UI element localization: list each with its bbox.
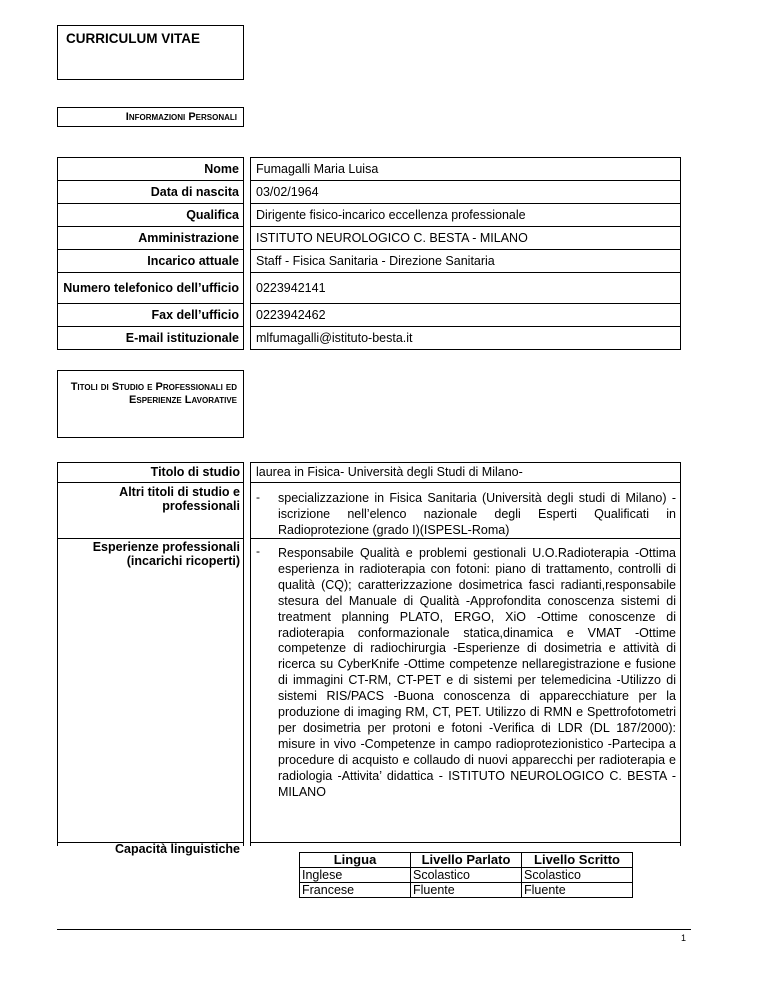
label-email: E-mail istituzionale bbox=[57, 327, 244, 350]
divider bbox=[250, 842, 681, 843]
footer-divider bbox=[57, 929, 691, 930]
value-esperienze: Responsabile Qualità e problemi gestionali U.O.Radioterapia -Ottima esperienza in radioterapia con fotoni: piano di trattamento, controlli di qualità (CQ); caratterizzazione dosimetrica fasci radianti,responsabile stesura del Manuale di Qualità -Approfondita conoscenza sistemi di treatment planning PLATO, ERGO, XiO -Ottime conoscenze di radioterapia conformazionale statica,dinamica e VMAT -Ottime competenze di radiochirurgia -Esperienze di dosimetria e attività di ricerca su CyberKnife -Ottime competenze nellaregistrazione e fusione di immagini CT-RM, CT-PET e di sistemi per telemedicina -Utilizzo di sistemi RIS/PACS -Buona conoscenza di apparecchiature per la produzione di imaging RM, CT, PET. Utilizzo di RMN e Spettrofotometri per dosimetria per protoni e fotoni -Verifica di LDR (DL 187/2000): misure in vivo -Competenze in campo radioprotezionistico -Partecipa a procedure di acquisto e collaudo di nuovi apparecchi per radioterapia e radiologia -Attivita’ didattica - ISTITUTO NEUROLOGICO C. BESTA - MILANO bbox=[278, 546, 676, 799]
value-qualifica: Dirigente fisico-incarico eccellenza professionale bbox=[250, 204, 681, 227]
value-altri-titoli: specializzazione in Fisica Sanitaria (Università degli studi di Milano) - iscrizione nell’elenco nazionale degli Esperti Qualificati in Radioprotezione (grado I)(ISPESL-Roma) bbox=[278, 491, 676, 537]
label-fax: Fax dell’ufficio bbox=[57, 304, 244, 327]
section-personal-label: Informazioni Personali bbox=[125, 111, 237, 123]
section-titoli bbox=[57, 370, 244, 438]
table-row bbox=[300, 868, 633, 883]
label-altri-titoli: Altri titoli di studio e professionali bbox=[119, 485, 240, 513]
table-cell: Scolastico bbox=[411, 868, 522, 883]
value-email: mlfumagalli@istituto-besta.it bbox=[250, 327, 681, 350]
section-titoli-label: Titoli di Studio e Professionali ed Esperienze Lavorative bbox=[70, 381, 237, 406]
divider bbox=[57, 482, 244, 483]
cv-title: CURRICULUM VITAE bbox=[57, 25, 244, 80]
table-header: Lingua bbox=[300, 853, 411, 868]
label-titolo-studio: Titolo di studio bbox=[150, 465, 240, 479]
table-cell: Fluente bbox=[411, 883, 522, 898]
label-amministrazione: Amministrazione bbox=[57, 227, 244, 250]
label-qualifica: Qualifica bbox=[57, 204, 244, 227]
divider bbox=[57, 538, 244, 539]
table-row bbox=[300, 883, 633, 898]
value-fax: 0223942462 bbox=[250, 304, 681, 327]
table-cell: Francese bbox=[300, 883, 411, 898]
value-amministrazione: ISTITUTO NEUROLOGICO C. BESTA - MILANO bbox=[250, 227, 681, 250]
education-label-column bbox=[57, 462, 244, 846]
label-telefono: Numero telefonico dell’ufficio bbox=[57, 273, 244, 304]
label-incarico: Incarico attuale bbox=[57, 250, 244, 273]
table-cell: Fluente bbox=[522, 883, 633, 898]
label-esperienze: Esperienze professionali (incarichi ricoperti) bbox=[92, 540, 240, 568]
languages-table bbox=[299, 852, 633, 898]
value-telefono: 0223942141 bbox=[250, 273, 681, 304]
page-number: 1 bbox=[681, 933, 687, 943]
label-lingue: Capacità linguistiche bbox=[114, 842, 240, 856]
bullet: - bbox=[256, 544, 260, 558]
divider bbox=[250, 482, 681, 483]
value-data-nascita: 03/02/1964 bbox=[250, 181, 681, 204]
table-header: Livello Scritto bbox=[522, 853, 633, 868]
section-personal-info bbox=[57, 107, 244, 127]
table-cell: Inglese bbox=[300, 868, 411, 883]
value-titolo-studio: laurea in Fisica- Università degli Studi di Milano- bbox=[256, 465, 523, 479]
value-incarico: Staff - Fisica Sanitaria - Direzione Sanitaria bbox=[250, 250, 681, 273]
value-nome: Fumagalli Maria Luisa bbox=[250, 157, 681, 181]
label-data-nascita: Data di nascita bbox=[57, 181, 244, 204]
table-header-row bbox=[300, 853, 633, 868]
table-cell: Scolastico bbox=[522, 868, 633, 883]
label-nome: Nome bbox=[57, 157, 244, 181]
bullet: - bbox=[256, 490, 260, 504]
table-header: Livello Parlato bbox=[411, 853, 522, 868]
